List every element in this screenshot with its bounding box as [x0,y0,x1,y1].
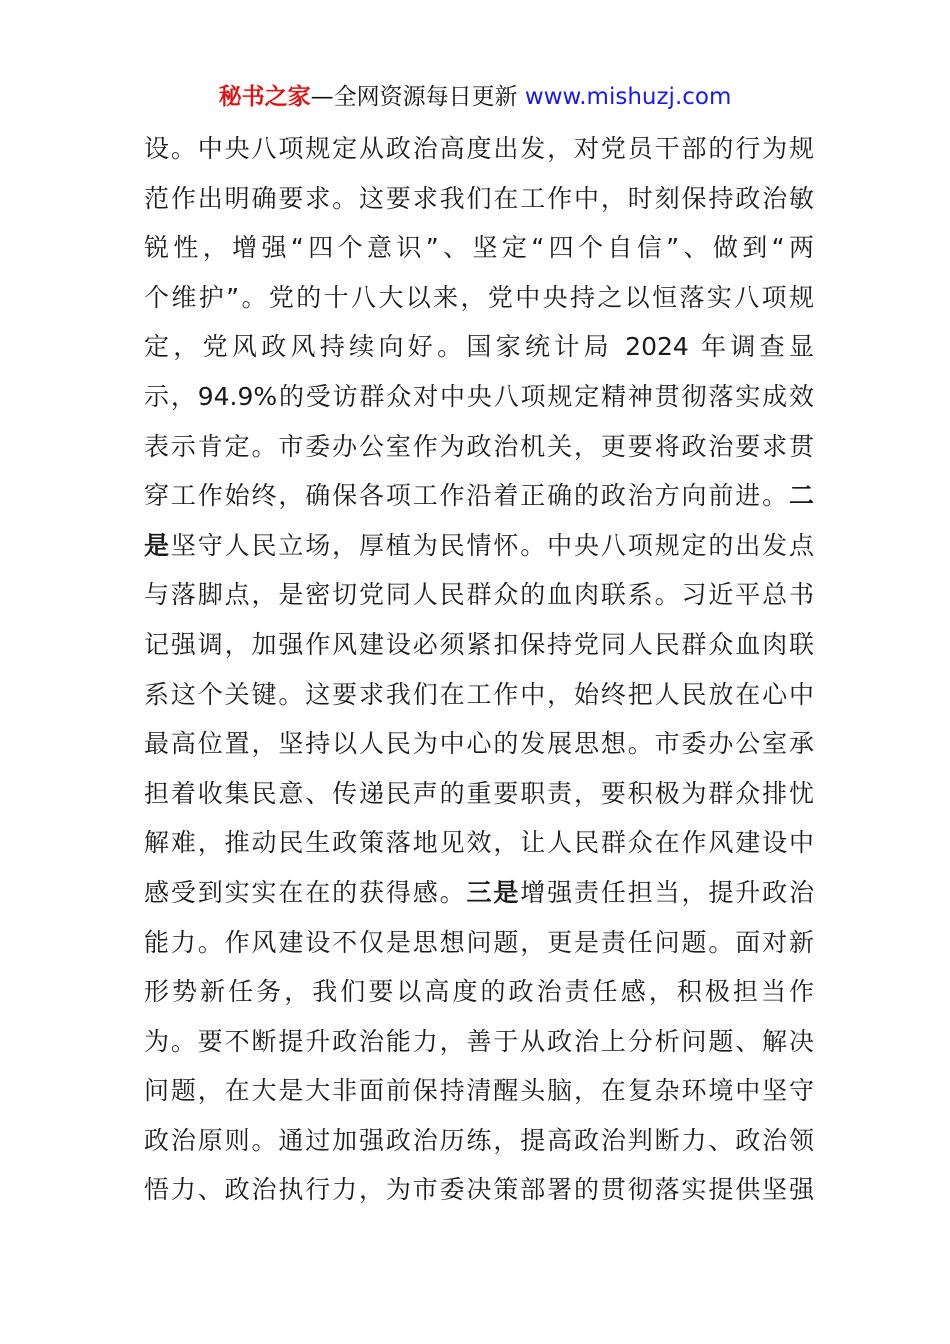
text-segment: 悟力、政治执行力，为市委决策部署的贯彻落实提供坚强 [144,1175,814,1205]
text-segment: 最高位置，坚持以人民为中心的发展思想。市委办公室承 [144,729,814,759]
text-line [144,174,814,224]
bold-ordinal-marker: 二 [788,481,814,511]
text-line [144,1116,814,1166]
text-line [144,422,814,472]
text-line [144,1066,814,1116]
text-line [144,1165,814,1215]
text-line [144,471,814,521]
bold-ordinal-marker: 是 [144,530,171,560]
site-brand: 秘书之家 [218,84,311,110]
site-header [0,80,950,114]
text-line [144,273,814,323]
text-segment: 示，94.9%的受访群众对中央八项规定精神贯彻落实成效 [144,381,814,411]
text-segment: 解难，推动民生政策落地见效，让人民群众在作风建设中 [144,828,814,858]
text-segment: 政治原则。通过加强政治历练，提高政治判断力、政治领 [144,1125,814,1155]
text-segment: 能力。作风建设不仅是思想问题，更是责任问题。面对新 [144,927,814,957]
site-url-link[interactable]: www.mishuzj.com [524,84,732,110]
text-segment: 与落脚点，是密切党同人民群众的血肉联系。习近平总书 [144,580,814,610]
text-line [144,570,814,620]
text-line [144,918,814,968]
text-segment: 问题，在大是大非面前保持清醒头脑，在复杂环境中坚守 [144,1076,814,1106]
text-line [144,818,814,868]
text-line [144,322,814,372]
text-line [144,620,814,670]
text-line [144,868,814,918]
text-line [144,967,814,1017]
text-line [144,124,814,174]
text-line [144,372,814,422]
text-segment: 个维护”。党的十八大以来，党中央持之以恒落实八项规 [144,282,814,312]
text-segment: 坚守人民立场，厚植为民情怀。中央八项规定的出发点 [170,530,814,560]
text-segment: 为。要不断提升政治能力，善于从政治上分析问题、解决 [144,1026,814,1056]
text-segment: 感受到实实在在的获得感。 [144,877,467,907]
text-line [144,223,814,273]
text-line [144,521,814,571]
text-line [144,769,814,819]
bold-ordinal-marker: 三是 [466,877,521,907]
text-segment: 记强调，加强作风建设必须紧扣保持党同人民群众血肉联 [144,629,814,659]
document-body [144,124,814,1215]
text-segment: 穿工作始终，确保各项工作沿着正确的政治方向前进。 [144,481,789,511]
text-line [144,1017,814,1067]
text-segment: 担着收集民意、传递民声的重要职责，要积极为群众排忧 [144,778,814,808]
text-line [144,719,814,769]
text-segment: 设。中央八项规定从政治高度出发，对党员干部的行为规 [144,134,814,163]
text-segment: 表示肯定。市委办公室作为政治机关，更要将政治要求贯 [144,431,814,461]
text-segment: 定，党风政风持续向好。国家统计局 2024 年调查显 [144,332,814,362]
text-segment: 增强责任担当，提升政治 [520,877,814,907]
text-segment: 系这个关键。这要求我们在工作中，始终把人民放在心中 [144,679,814,709]
text-segment: 锐性，增强“四个意识”、坚定“四个自信”、做到“两 [144,233,814,263]
site-tagline: —全网资源每日更新 [310,84,525,110]
text-segment: 形势新任务，我们要以高度的政治责任感，积极担当作 [144,977,814,1007]
text-segment: 范作出明确要求。这要求我们在工作中，时刻保持政治敏 [144,183,814,213]
text-line [144,670,814,720]
